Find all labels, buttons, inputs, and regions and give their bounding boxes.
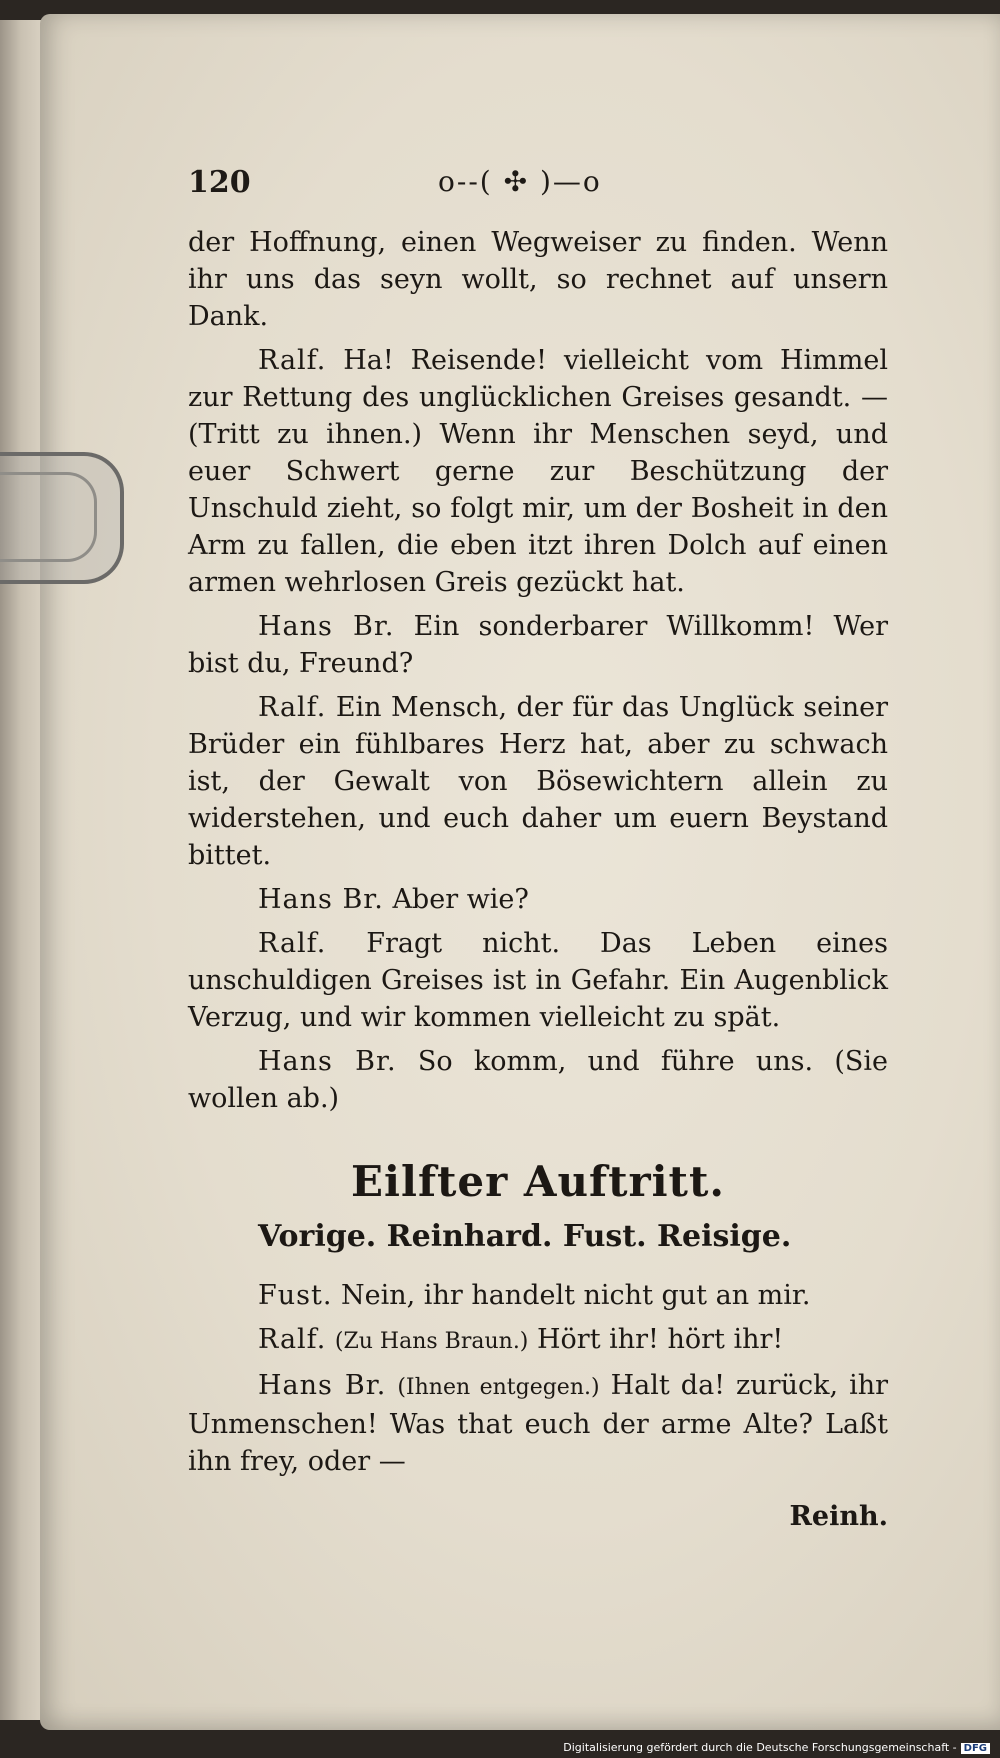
paragraph-text: der Hoffnung, einen Wegweiser zu finden. Wenn ihr uns das seyn wollt, so rechnet auf unsern Dank. (188, 227, 888, 332)
speaker-name: Hans Br. (258, 884, 384, 915)
speaker-name: Ralf. (258, 345, 327, 376)
paragraph-text: Fragt nicht. Das Leben eines unschuldigen Greises ist in Gefahr. Ein Augenblick Verzug, und wir kommen vielleicht zu spät. (188, 928, 888, 1033)
paragraph (188, 925, 888, 1036)
paragraph-text: Hört ihr! hört ihr! (536, 1324, 784, 1355)
speaker-name: Hans Br. (258, 611, 395, 642)
paragraph (188, 1321, 888, 1360)
dfg-logo: DFG (961, 1743, 990, 1754)
page-clip-inner (0, 472, 97, 562)
speaker-name: Ralf. (258, 928, 327, 959)
paragraph-text: So komm, und führe uns. (Sie wollen ab.) (188, 1046, 888, 1114)
paragraph (188, 689, 888, 874)
scene-persons: Vorige. Reinhard. Fust. Reisige. (258, 1219, 792, 1254)
page-header (188, 165, 888, 215)
speaker-name: Hans Br. (258, 1370, 387, 1401)
speaker-name: Fust. (258, 1280, 333, 1311)
paragraph-text: Nein, ihr handelt nicht gut an mir. (341, 1280, 811, 1311)
paragraph-text: Ha! Reisende! vielleicht vom Himmel zur Rettung des unglücklichen Greises gesandt. — (Tritt zu ihnen.) Wenn ihr Menschen seyd, und euer Schwert gerne zur Beschützung der Unschuld zieht, so folgt mir, um der Bosheit in den Arm zu fallen, die eben itzt ihren Dolch auf einen armen wehrlosen Greis gezückt hat. (188, 345, 889, 598)
speaker-name: Hans Br. (258, 1046, 397, 1077)
paragraph (188, 224, 888, 335)
speaker-name: Ralf. (258, 692, 327, 723)
paragraph-text: Halt da! zurück, ihr Unmenschen! Was that euch der arme Alte? Laßt ihn frey, oder — (188, 1370, 888, 1477)
scene-title: Eilfter Auftritt. (351, 1157, 725, 1206)
page-number: 120 (188, 165, 251, 200)
digitization-footer (563, 1741, 990, 1754)
catchword: Reinh. (789, 1501, 888, 1532)
paragraph-text: Ein Mensch, der für das Unglück seiner Brüder ein fühlbares Herz hat, aber zu schwach ist, der Gewalt von Bösewichtern allein zu widerstehen, und euch daher um euern Beystand bittet. (188, 692, 888, 871)
stage-direction: (Zu Hans Braun.) (334, 1329, 529, 1354)
paragraph (188, 1367, 888, 1480)
page-body (188, 224, 888, 1535)
footer-text: Digitalisierung gefördert durch die Deutsche Forschungsgemeinschaft - (563, 1741, 957, 1754)
paragraph (188, 1043, 888, 1117)
paragraph (188, 1277, 888, 1314)
speaker-name: Ralf. (258, 1324, 327, 1355)
stage-direction: (Ihnen entgegen.) (397, 1375, 600, 1400)
header-ornament: o--( ✣ )—o (438, 165, 602, 198)
paragraph (188, 342, 888, 601)
paragraph-text: Aber wie? (392, 884, 529, 915)
paragraph-text: Ein sonderbarer Willkomm! Wer bist du, Freund? (188, 611, 888, 679)
paragraph (188, 881, 888, 918)
paragraph (188, 608, 888, 682)
